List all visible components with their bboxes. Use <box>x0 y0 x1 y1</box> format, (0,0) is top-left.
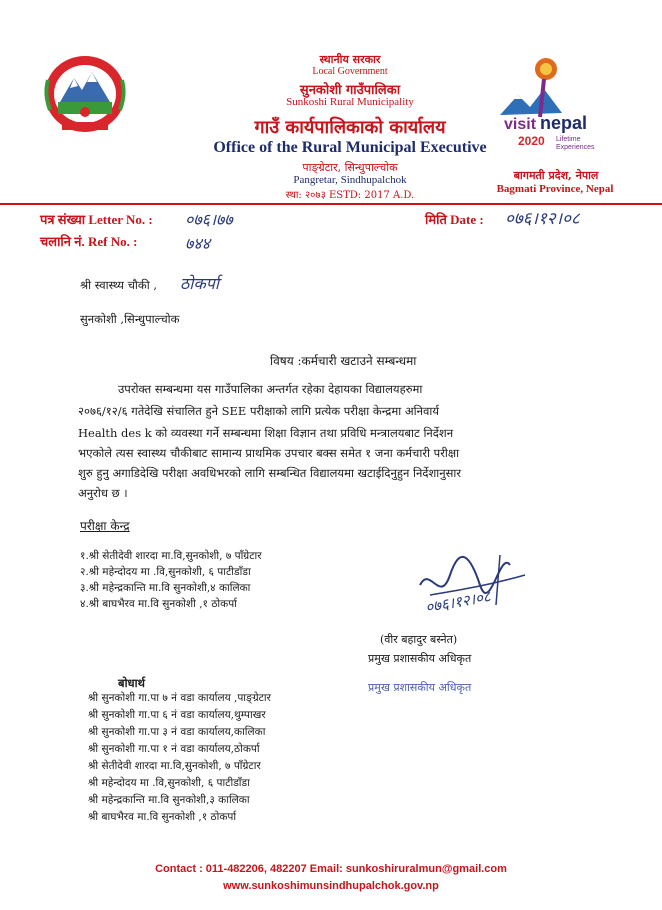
cc-title: बोधार्थ <box>118 676 145 690</box>
list-item: श्री सुनकोशी गा.पा ६ नं वडा कार्यालय,थुम्पाखर <box>88 709 266 721</box>
list-item: १.श्री सेतीदेवी शारदा मा.वि,सुनकोशी, ७ पाँग्रेटार <box>80 550 262 562</box>
province-np: बागमती प्रदेश, नेपाल <box>513 169 599 182</box>
office-name-np: गाउँ कार्यपालिकाको कार्यालय <box>254 117 446 138</box>
list-item: श्री सेतीदेवी शारदा मा.वि,सुनकोशी, ७ पाँग्रेटार <box>88 760 261 772</box>
letter-no-label: पत्र संख्या Letter No. : <box>40 212 153 227</box>
signatory-title: प्रमुख प्रशासकीय अधिकृत <box>368 652 472 665</box>
municipality-name-en: Sunkoshi Rural Municipality <box>286 96 414 108</box>
body-line-6: अनुरोध छ । <box>78 486 128 500</box>
local-government-np: स्थानीय सरकार <box>319 53 381 66</box>
svg-text:Experiences: Experiences <box>556 144 595 151</box>
footer-website[interactable]: www.sunkoshimunsindhupalchok.gov.np <box>223 880 439 892</box>
list-item: २.श्री महेन्दोदय मा .वि,सुनकोशी, ६ पाटीडाँडा <box>80 566 251 578</box>
list-item: श्री सुनकोशी गा.पा ७ नं वडा कार्यालय ,पाङ्ग्रेटार <box>88 692 271 704</box>
header-divider <box>0 203 662 205</box>
exam-centers-title: परीक्षा केन्द्र <box>80 519 130 533</box>
list-item: श्री महेन्दोदय मा .वि,सुनकोशी, ६ पाटीडाँडा <box>88 777 250 789</box>
list-item: श्री महेन्द्रकान्ति मा.वि सुनकोशी,३ कालिका <box>88 794 250 806</box>
province-en: Bagmati Province, Nepal <box>496 183 614 195</box>
body-line-2: २०७६/१२/६ गतेदेखि संचालित हुने SEE परीक्षाको लागि प्रत्येक परीक्षा केन्द्रमा अनिवार्य <box>78 404 440 418</box>
svg-text:2020: 2020 <box>518 134 545 148</box>
list-item: श्री सुनकोशी गा.पा १ नं वडा कार्यालय,ठोकर्पा <box>88 743 260 755</box>
list-item: श्री बाघभैरव मा.वि सुनकोशी ,१ ठोकर्पा <box>88 811 237 823</box>
municipality-name-np: सुनकोशी गाउँपालिका <box>299 83 401 98</box>
footer-contact: Contact : 011-482206, 482207 Email: sunkoshiruralmun@gmail.com <box>155 863 507 875</box>
body-line-5: शुरु हुनु अगाडिदेखि परीक्षा अवधिभरको लागि सम्बन्धित विद्यालयमा खटाईदिनुहुन निर्देशानुसार <box>78 466 462 480</box>
body-line-4: भएकोले त्यस स्वास्थ्य चौकीबाट सामान्य प्राथमिक उपचार बक्स समेत १ जना कर्मचारी परीक्षा <box>78 446 460 460</box>
svg-text:visit: visit <box>504 116 537 133</box>
svg-text:Lifetime: Lifetime <box>556 136 581 143</box>
date-value: ०७६।१२।०८ <box>505 209 580 229</box>
cc-list <box>88 690 271 826</box>
office-name-en: Office of the Rural Municipal Executive <box>213 139 487 156</box>
list-item: श्री सुनकोशी गा.पा ३ नं वडा कार्यालय,कालिका <box>88 726 266 738</box>
government-emblem-icon <box>40 50 130 138</box>
signature-date: ०७६।१२।०८ <box>423 587 493 617</box>
date-label: मिति Date : <box>425 212 484 227</box>
official-stamp: प्रमुख प्रशासकीय अधिकृत <box>368 681 472 694</box>
list-item: ४.श्री बाघभैरव मा.वि सुनकोशी ,१ ठोकर्पा <box>80 598 237 610</box>
subject-line: विषय :कर्मचारी खटाउने सम्बन्धमा <box>270 354 417 368</box>
body-line-3: Health des k को व्यवस्था गर्ने सम्बन्धमा शिक्षा विज्ञान तथा प्रविधि मन्त्रालयबाट निर्देशन <box>78 426 454 440</box>
place-np: पाङ्ग्रेटार, सिन्धुपाल्चोक <box>302 161 398 174</box>
list-item: ३.श्री महेन्द्रकान्ति मा.वि सुनकोशी,४ कालिका <box>80 582 251 594</box>
place-en: Pangretar, Sindhupalchok <box>293 174 407 186</box>
ref-no-value: ७४४ <box>185 234 210 253</box>
addressee-line1: श्री स्वास्थ्य चौकी , <box>80 278 158 292</box>
addressee-handwritten: ठोकर्पा <box>180 274 219 293</box>
addressee-line2: सुनकोशी ,सिन्धुपाल्चोक <box>80 312 180 326</box>
exam-centers-list <box>80 548 262 612</box>
signatory-name: (वीर बहादुर बस्नेत) <box>380 633 458 646</box>
svg-text:nepal: nepal <box>540 113 588 133</box>
body-line-1: उपरोक्त सम्बन्धमा यस गाउँपालिका अन्तर्गत रहेका देहायका विद्यालयहरुमा <box>118 382 423 396</box>
ref-no-label: चलानि नं. Ref No. : <box>40 234 138 249</box>
established: स्था: २०७३ ESTD: 2017 A.D. <box>285 190 415 201</box>
local-government-en: Local Government <box>312 66 388 77</box>
letter-no-value: ०७६।७७ <box>185 210 233 229</box>
